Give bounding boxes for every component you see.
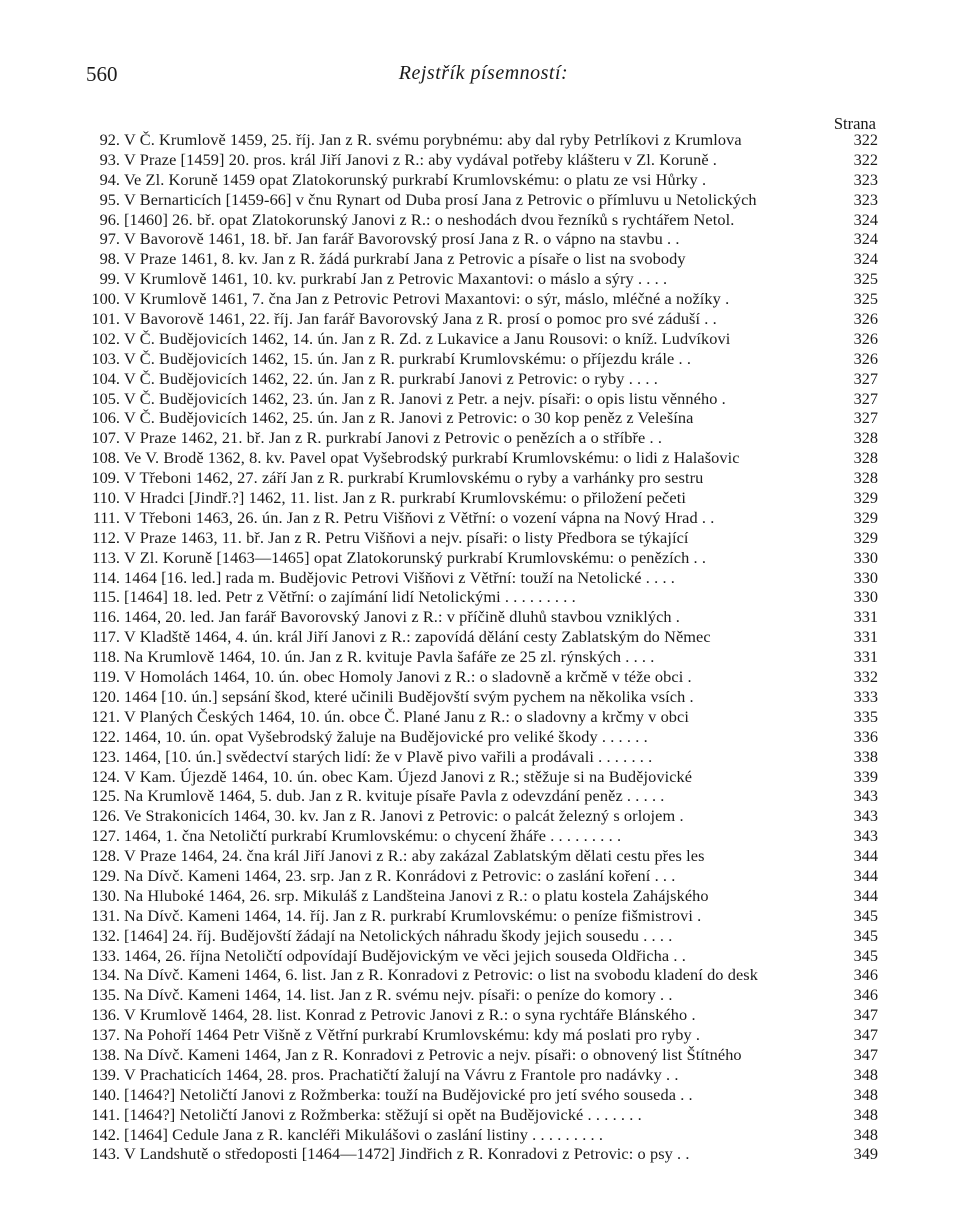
entry-page-number: 329 bbox=[853, 507, 878, 527]
entry-page-number: 347 bbox=[853, 1044, 878, 1064]
entry-number: 108. bbox=[91, 448, 120, 468]
entry-page-number: 345 bbox=[853, 945, 878, 965]
entry-page-number: 329 bbox=[853, 527, 878, 547]
entry-number: 99. bbox=[99, 269, 120, 289]
entry-number: 111. bbox=[92, 507, 120, 527]
entry-description: V Homolách 1464, 10. ún. obec Homoly Janovi z R.: o sladovně a krčmě v téže obci . bbox=[124, 667, 692, 687]
list-item bbox=[78, 1125, 878, 1145]
entry-description: V Landshutě o středoposti [1464—1472] Jindřich z R. Konradovi z Petrovic: o psy . . bbox=[124, 1144, 690, 1164]
entry-page-number: 324 bbox=[853, 209, 878, 229]
entry-number: 125. bbox=[91, 786, 120, 806]
entry-description: V Č. Budějovicích 1462, 22. ún. Jan z R. purkrabí Janovi z Petrovic: o ryby . . . . bbox=[124, 368, 658, 388]
entry-number: 98. bbox=[99, 249, 120, 269]
page-number: 560 bbox=[86, 62, 118, 86]
entry-page-number: 328 bbox=[853, 428, 878, 448]
list-item bbox=[78, 667, 878, 687]
entry-number: 116. bbox=[92, 607, 120, 627]
entry-page-number: 343 bbox=[853, 826, 878, 846]
list-item bbox=[78, 627, 878, 647]
list-item bbox=[78, 468, 878, 488]
list-item bbox=[78, 607, 878, 627]
entry-page-number: 324 bbox=[853, 229, 878, 249]
list-item bbox=[78, 349, 878, 369]
entry-number: 118. bbox=[92, 647, 120, 667]
entry-number: 104. bbox=[91, 368, 120, 388]
entry-number: 122. bbox=[91, 726, 120, 746]
entry-page-number: 335 bbox=[853, 706, 878, 726]
entry-page-number: 336 bbox=[853, 726, 878, 746]
entry-description: V Č. Budějovicích 1462, 14. ún. Jan z R. Zd. z Lukavice a Janu Rousovi: o kníž. Ludvíkovi bbox=[124, 328, 731, 348]
list-item bbox=[78, 707, 878, 727]
list-item bbox=[78, 946, 878, 966]
entry-page-number: 332 bbox=[853, 667, 878, 687]
entry-page-number: 325 bbox=[853, 289, 878, 309]
entry-description: 1464, [10. ún.] svědectví starých lidí: že v Plavě pivo vařili a prodávali . . . . . . . bbox=[124, 746, 653, 766]
entry-description: V Krumlově 1464, 28. list. Konrad z Petrovic Janovi z R.: o syna rychtáře Blánského . bbox=[124, 1005, 696, 1025]
entry-description: Na Dívč. Kameni 1464, 23. srp. Jan z R. Konrádovi z Petrovic: o zaslání koření . . . bbox=[124, 865, 676, 885]
entry-description: V Kam. Újezdě 1464, 10. ún. obec Kam. Újezd Janovi z R.; stěžuje si na Budějovické bbox=[124, 766, 693, 786]
entry-description: Na Dívč. Kameni 1464, Jan z R. Konradovi z Petrovic a nejv. písaři: o obnovený list Štítného bbox=[124, 1044, 742, 1064]
entry-page-number: 328 bbox=[853, 448, 878, 468]
entry-number: 121. bbox=[91, 706, 120, 726]
list-item bbox=[78, 826, 878, 846]
entry-page-number: 348 bbox=[853, 1124, 878, 1144]
entry-number: 94. bbox=[99, 169, 120, 189]
entry-page-number: 322 bbox=[853, 149, 878, 169]
entry-description: V Č. Budějovicích 1462, 15. ún. Jan z R. purkrabí Krumlovskému: o příjezdu krále . . bbox=[124, 348, 691, 368]
entry-description: V Bavorově 1461, 22. říj. Jan farář Bavorovský Jana z R. prosí o pomoc pro své záduší . . bbox=[124, 309, 717, 329]
entry-description: V Prachaticích 1464, 28. pros. Prachatičtí žalují na Vávru z Frantole pro nadávky . . bbox=[124, 1064, 679, 1084]
entry-description: V Bernarticích [1459-66] v čnu Rynart od Duba prosí Jana z Petrovic o přímluvu u Netolických bbox=[124, 189, 757, 209]
entry-number: 103. bbox=[91, 348, 120, 368]
page-column-heading: Strana bbox=[833, 114, 876, 133]
list-item bbox=[78, 786, 878, 806]
entry-number: 109. bbox=[91, 468, 120, 488]
entry-number: 105. bbox=[91, 388, 120, 408]
entry-number: 123. bbox=[91, 746, 120, 766]
entry-page-number: 329 bbox=[853, 488, 878, 508]
entry-page-number: 345 bbox=[853, 925, 878, 945]
list-item bbox=[78, 965, 878, 985]
list-item bbox=[78, 229, 878, 249]
entry-page-number: 347 bbox=[853, 1005, 878, 1025]
list-item bbox=[78, 190, 878, 210]
list-item bbox=[78, 548, 878, 568]
entry-page-number: 331 bbox=[853, 607, 878, 627]
entry-description: V Praze 1461, 8. kv. Jan z R. žádá purkrabí Jana z Petrovic a písaře o list na svobody bbox=[124, 249, 686, 269]
list-item bbox=[78, 130, 878, 150]
entry-number: 110. bbox=[92, 488, 120, 508]
entry-number: 107. bbox=[91, 428, 120, 448]
entry-page-number: 326 bbox=[853, 348, 878, 368]
entry-page-number: 349 bbox=[853, 1144, 878, 1164]
list-item bbox=[78, 289, 878, 309]
entry-description: V Bavorově 1461, 18. bř. Jan farář Bavorovský prosí Jana z R. o vápno na stavbu . . bbox=[124, 229, 680, 249]
entry-description: 1464, 1. čna Netoličtí purkrabí Krumlovskému: o chycení žháře . . . . . . . . . bbox=[124, 826, 622, 846]
entry-page-number: 331 bbox=[853, 627, 878, 647]
entry-number: 139. bbox=[91, 1064, 120, 1084]
list-item bbox=[78, 150, 878, 170]
list-item bbox=[78, 747, 878, 767]
entry-number: 136. bbox=[91, 1005, 120, 1025]
entry-description: [1464?] Netoličtí Janovi z Rožmberka: stěžují si opět na Budějovické . . . . . . . bbox=[124, 1104, 642, 1124]
list-item bbox=[78, 727, 878, 747]
entry-number: 112. bbox=[92, 527, 120, 547]
entry-description: V Zl. Koruně [1463—1465] opat Zlatokorunský purkrabí Krumlovskému: o penězích . . bbox=[124, 547, 707, 567]
entry-number: 100. bbox=[91, 289, 120, 309]
entry-page-number: 347 bbox=[853, 1025, 878, 1045]
list-item bbox=[78, 1105, 878, 1125]
entry-number: 130. bbox=[91, 885, 120, 905]
list-item bbox=[78, 886, 878, 906]
entry-description: V Č. Budějovicích 1462, 23. ún. Jan z R. Janovi z Petr. a nejv. písaři: o opis listu věnného . bbox=[124, 388, 726, 408]
entry-page-number: 322 bbox=[853, 130, 878, 149]
entry-number: 126. bbox=[91, 806, 120, 826]
list-item bbox=[78, 926, 878, 946]
list-item bbox=[78, 687, 878, 707]
list-item bbox=[78, 1045, 878, 1065]
list-item bbox=[78, 985, 878, 1005]
entry-page-number: 348 bbox=[853, 1104, 878, 1124]
entry-description: V Č. Budějovicích 1462, 25. ún. Jan z R. Janovi z Petrovic: o 30 kop peněz z Velešína bbox=[124, 408, 694, 428]
entry-description: [1460] 26. bř. opat Zlatokorunský Janovi z R.: o neshodách dvou řezníků s rychtářem Netol. bbox=[124, 209, 735, 229]
list-item bbox=[78, 568, 878, 588]
entry-page-number: 344 bbox=[853, 846, 878, 866]
entry-description: Na Dívč. Kameni 1464, 14. list. Jan z R. svému nejv. písaři: o peníze do komory . . bbox=[124, 985, 673, 1005]
entry-number: 127. bbox=[91, 826, 120, 846]
list-item bbox=[78, 249, 878, 269]
entry-page-number: 327 bbox=[853, 368, 878, 388]
entry-number: 92. bbox=[99, 130, 120, 149]
entry-number: 142. bbox=[91, 1124, 120, 1144]
entry-number: 140. bbox=[91, 1084, 120, 1104]
list-item bbox=[78, 309, 878, 329]
entry-description: V Planých Českých 1464, 10. ún. obce Č. Plané Janu z R.: o sladovny a krčmy v obci bbox=[124, 706, 689, 726]
entry-description: 1464 [10. ún.] sepsání škod, které učinili Budějovští svým pychem na několika vsích . bbox=[124, 686, 694, 706]
entry-number: 120. bbox=[91, 686, 120, 706]
entry-number: 93. bbox=[99, 149, 120, 169]
entry-number: 135. bbox=[91, 985, 120, 1005]
entry-page-number: 327 bbox=[853, 408, 878, 428]
list-item bbox=[78, 269, 878, 289]
entry-description: Ve Strakonicích 1464, 30. kv. Jan z R. Janovi z Petrovic: o palcát železný s orlojem . bbox=[124, 806, 684, 826]
list-item bbox=[78, 647, 878, 667]
entry-description: Na Krumlově 1464, 5. dub. Jan z R. kvituje písaře Pavla z odevzdání peněz . . . . . bbox=[124, 786, 665, 806]
list-item bbox=[78, 488, 878, 508]
entry-description: 1464, 26. října Netoličtí odpovídají Budějovickým ve věci jejich souseda Oldřicha . . bbox=[124, 945, 686, 965]
entry-number: 95. bbox=[99, 189, 120, 209]
entry-number: 137. bbox=[91, 1025, 120, 1045]
entry-description: V Třeboni 1463, 26. ún. Jan z R. Petru Višňovi z Větřní: o vození vápna na Nový Hrad . . bbox=[124, 507, 715, 527]
page-title: Rejstřík písemností: bbox=[398, 62, 569, 84]
entry-page-number: 344 bbox=[853, 885, 878, 905]
entry-page-number: 323 bbox=[853, 169, 878, 189]
entry-page-number: 346 bbox=[853, 965, 878, 985]
list-item bbox=[78, 906, 878, 926]
entry-number: 101. bbox=[91, 309, 120, 329]
entry-page-number: 338 bbox=[853, 746, 878, 766]
list-item bbox=[78, 408, 878, 428]
entry-description: V Krumlově 1461, 7. čna Jan z Petrovic Petrovi Maxantovi: o sýr, máslo, mléčné a nožíky . bbox=[124, 289, 730, 309]
entry-page-number: 327 bbox=[853, 388, 878, 408]
entry-page-number: 344 bbox=[853, 865, 878, 885]
entry-description: 1464, 20. led. Jan farář Bavorovský Janovi z R.: v příčině dluhů stavbou vzniklých . bbox=[124, 607, 680, 627]
entry-number: 96. bbox=[99, 209, 120, 229]
entry-number: 134. bbox=[91, 965, 120, 985]
entry-description: Na Dívč. Kameni 1464, 14. říj. Jan z R. purkrabí Krumlovskému: o peníze fišmistrovi . bbox=[124, 905, 702, 925]
list-item bbox=[78, 528, 878, 548]
entry-description: V Třeboni 1462, 27. září Jan z R. purkrabí Krumlovskému o ryby a varhánky pro sestru bbox=[124, 468, 704, 488]
entry-description: V Kladště 1464, 4. ún. král Jiří Janovi z R.: zapovídá dělání cesty Zablatským do Němec bbox=[124, 627, 711, 647]
entry-description: Ve V. Brodě 1362, 8. kv. Pavel opat Vyšebrodský purkrabí Krumlovskému: o lidi z Halašovic bbox=[124, 448, 740, 468]
entry-description: Na Hluboké 1464, 26. srp. Mikuláš z Landšteina Janovi z R.: o platu kostela Zahájského bbox=[124, 885, 709, 905]
entry-number: 117. bbox=[92, 627, 120, 647]
entry-description: V Praze 1464, 24. čna král Jiří Janovi z R.: aby zakázal Zablatským dělati cestu přes les bbox=[124, 846, 705, 866]
entry-description: Na Dívč. Kameni 1464, 6. list. Jan z R. Konradovi z Petrovic: o list na svobodu kladení do desk bbox=[124, 965, 758, 985]
list-item bbox=[78, 428, 878, 448]
list-item bbox=[78, 767, 878, 787]
list-item bbox=[78, 508, 878, 528]
entry-description: V Č. Krumlově 1459, 25. říj. Jan z R. svému porybnému: aby dal ryby Petrlíkovi z Krumlova bbox=[124, 130, 742, 149]
list-item bbox=[78, 866, 878, 886]
entry-number: 119. bbox=[92, 667, 120, 687]
list-item bbox=[78, 170, 878, 190]
entry-number: 138. bbox=[91, 1044, 120, 1064]
entry-number: 115. bbox=[92, 587, 120, 607]
list-item bbox=[78, 210, 878, 230]
entry-description: V Hradci [Jindř.?] 1462, 11. list. Jan z R. purkrabí Krumlovskému: o přiložení pečeti bbox=[124, 488, 686, 508]
entry-number: 129. bbox=[91, 865, 120, 885]
entry-number: 143. bbox=[91, 1144, 120, 1164]
list-item bbox=[78, 1025, 878, 1045]
entry-number: 97. bbox=[99, 229, 120, 249]
entry-number: 113. bbox=[92, 547, 120, 567]
entry-page-number: 343 bbox=[853, 806, 878, 826]
list-item bbox=[78, 1144, 878, 1164]
entry-page-number: 345 bbox=[853, 905, 878, 925]
entry-page-number: 325 bbox=[853, 269, 878, 289]
entry-page-number: 331 bbox=[853, 647, 878, 667]
document-index-list bbox=[78, 130, 878, 1164]
list-item bbox=[78, 329, 878, 349]
entry-page-number: 333 bbox=[853, 686, 878, 706]
entry-description: Na Pohoří 1464 Petr Višně z Větřní purkrabí Krumlovskému: kdy má poslati pro ryby . bbox=[124, 1025, 701, 1045]
entry-description: [1464] Cedule Jana z R. kancléři Mikulášovi o zaslání listiny . . . . . . . . . bbox=[124, 1124, 604, 1144]
page-header bbox=[86, 62, 881, 92]
list-item bbox=[78, 389, 878, 409]
entry-page-number: 323 bbox=[853, 189, 878, 209]
entry-description: Ve Zl. Koruně 1459 opat Zlatokorunský purkrabí Krumlovskému: o platu ze vsi Hůrky . bbox=[124, 169, 707, 189]
list-item bbox=[78, 1005, 878, 1025]
entry-number: 124. bbox=[91, 766, 120, 786]
entry-page-number: 324 bbox=[853, 249, 878, 269]
entry-number: 106. bbox=[91, 408, 120, 428]
entry-page-number: 326 bbox=[853, 309, 878, 329]
entry-description: 1464, 10. ún. opat Vyšebrodský žaluje na Budějovické pro veliké škody . . . . . . bbox=[124, 726, 648, 746]
entry-page-number: 330 bbox=[853, 547, 878, 567]
list-item bbox=[78, 1085, 878, 1105]
entry-page-number: 348 bbox=[853, 1064, 878, 1084]
entry-number: 128. bbox=[91, 846, 120, 866]
entry-number: 131. bbox=[91, 905, 120, 925]
entry-page-number: 330 bbox=[853, 567, 878, 587]
entry-number: 132. bbox=[91, 925, 120, 945]
entry-description: 1464 [16. led.] rada m. Budějovic Petrovi Višňovi z Větřní: touží na Netolické . . . . bbox=[124, 567, 675, 587]
list-item bbox=[78, 846, 878, 866]
entry-number: 102. bbox=[91, 328, 120, 348]
list-item bbox=[78, 587, 878, 607]
entry-description: [1464?] Netoličtí Janovi z Rožmberka: touží na Budějovické pro jetí svého souseda . . bbox=[124, 1084, 693, 1104]
list-item bbox=[78, 448, 878, 468]
list-item bbox=[78, 1065, 878, 1085]
entry-page-number: 346 bbox=[853, 985, 878, 1005]
entry-page-number: 339 bbox=[853, 766, 878, 786]
entry-description: Na Krumlově 1464, 10. ún. Jan z R. kvituje Pavla šafáře ze 25 zl. rýnských . . . . bbox=[124, 647, 655, 667]
entry-page-number: 330 bbox=[853, 587, 878, 607]
entry-number: 133. bbox=[91, 945, 120, 965]
list-item bbox=[78, 806, 878, 826]
entry-description: V Krumlově 1461, 10. kv. purkrabí Jan z Petrovic Maxantovi: o máslo a sýry . . . . bbox=[124, 269, 668, 289]
entry-page-number: 348 bbox=[853, 1084, 878, 1104]
entry-number: 114. bbox=[92, 567, 120, 587]
entry-number: 141. bbox=[91, 1104, 120, 1124]
entry-description: V Praze 1463, 11. bř. Jan z R. Petru Višňovi a nejv. písaři: o listy Předbora se týkající bbox=[124, 527, 689, 547]
entry-description: V Praze [1459] 20. pros. král Jiří Janovi z R.: aby vydával potřeby klášteru v Zl. Koruně . bbox=[124, 149, 717, 169]
entry-page-number: 328 bbox=[853, 468, 878, 488]
entry-page-number: 343 bbox=[853, 786, 878, 806]
entry-description: [1464] 18. led. Petr z Větřní: o zajímání lidí Netolickými . . . . . . . . . bbox=[124, 587, 576, 607]
entry-description: V Praze 1462, 21. bř. Jan z R. purkrabí Janovi z Petrovic o penězích a o stříbře . . bbox=[124, 428, 663, 448]
list-item bbox=[78, 369, 878, 389]
entry-page-number: 326 bbox=[853, 328, 878, 348]
entry-description: [1464] 24. říj. Budějovští žádají na Netolických náhradu škody jejich sousedu . . . . bbox=[124, 925, 673, 945]
